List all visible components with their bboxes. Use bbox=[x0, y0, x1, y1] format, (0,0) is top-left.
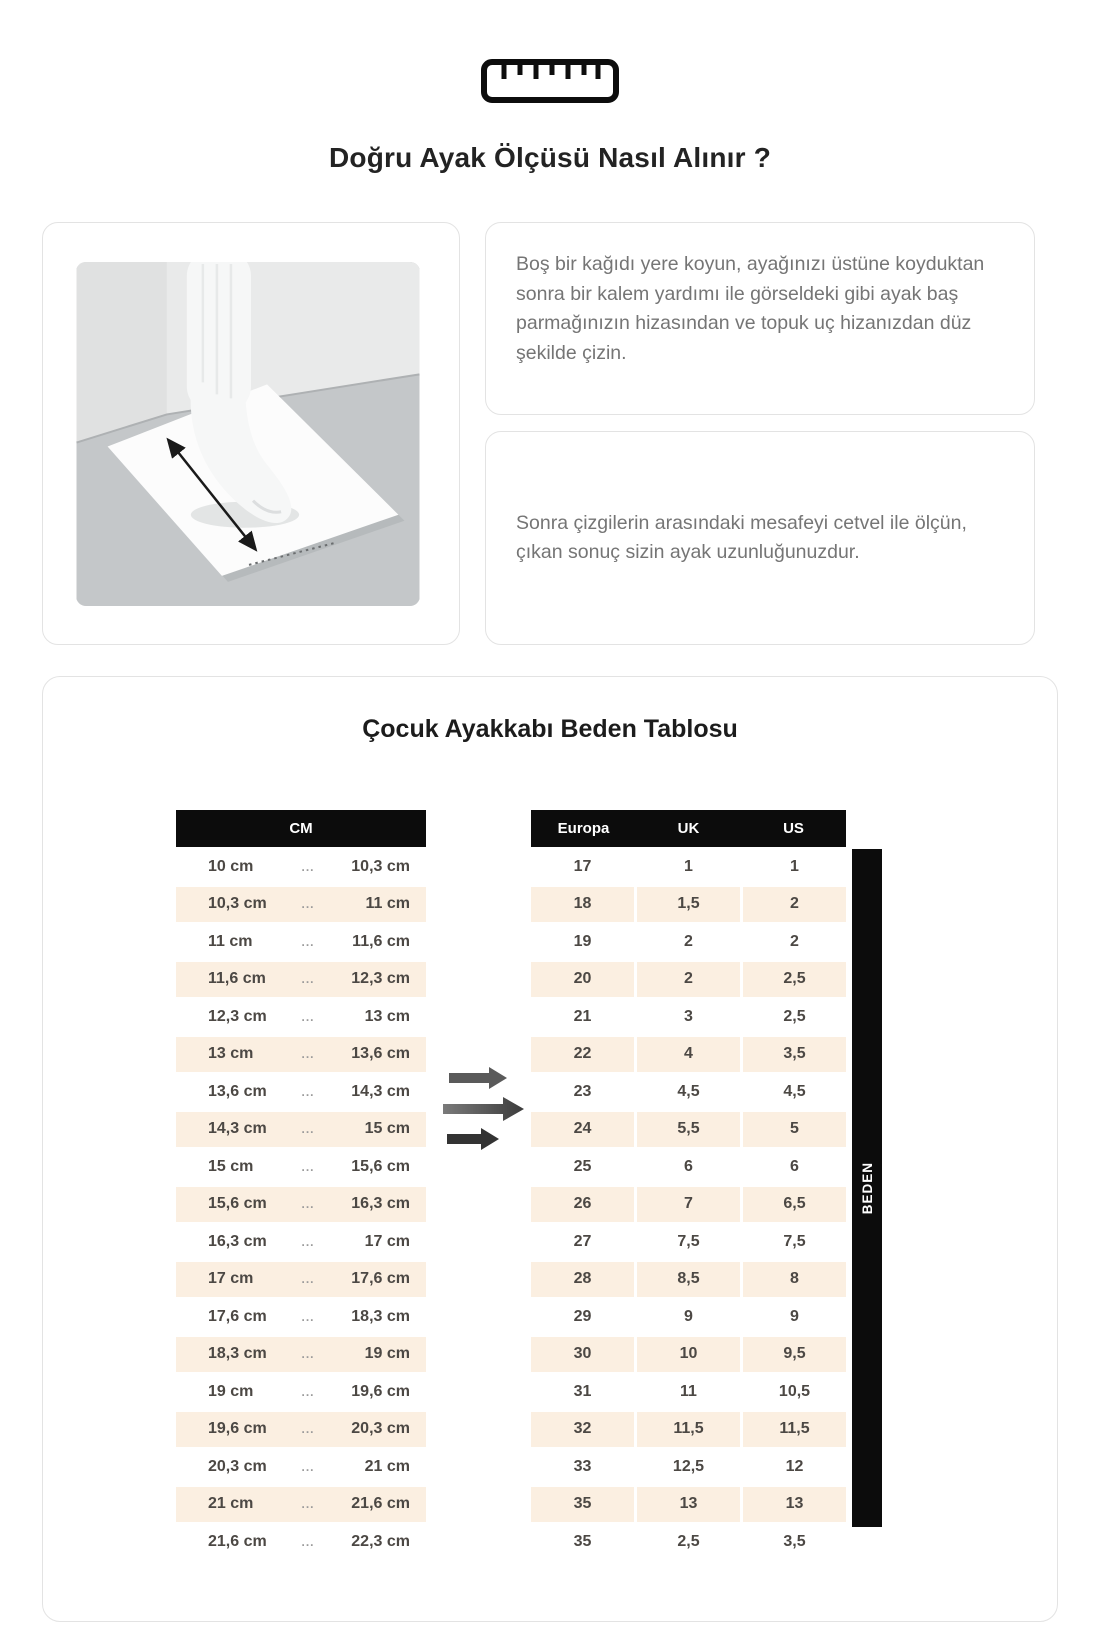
intl-table-row bbox=[531, 1449, 846, 1487]
uk-cell: 4 bbox=[637, 1037, 740, 1073]
us-cell: 2 bbox=[743, 924, 846, 960]
cm-to: 10,3 cm bbox=[351, 857, 410, 875]
cm-from: 19 cm bbox=[208, 1382, 254, 1400]
us-cell: 2,5 bbox=[743, 962, 846, 998]
uk-cell: 4,5 bbox=[637, 1074, 740, 1110]
us-cell: 6 bbox=[743, 1149, 846, 1185]
beden-side-label bbox=[852, 849, 882, 1527]
cm-sep: ... bbox=[301, 1084, 315, 1099]
column-header-uk: UK bbox=[677, 820, 700, 837]
cm-table-row bbox=[176, 1037, 426, 1075]
cm-to: 15,6 cm bbox=[351, 1157, 410, 1175]
cm-from: 17,6 cm bbox=[208, 1307, 267, 1325]
cm-to: 17,6 cm bbox=[351, 1270, 410, 1288]
cm-sep: ... bbox=[301, 1009, 315, 1024]
europa-cell: 30 bbox=[531, 1337, 634, 1373]
europa-cell: 27 bbox=[531, 1224, 634, 1260]
europa-cell: 28 bbox=[531, 1262, 634, 1298]
instruction-step-2-text: Sonra çizgilerin arasındaki mesafeyi cetvel ile ölçün, çıkan sonuç sizin ayak uzunluğunuzdur. bbox=[516, 511, 967, 563]
cm-table-row bbox=[176, 1337, 426, 1375]
europa-cell: 29 bbox=[531, 1299, 634, 1335]
intl-table-row bbox=[531, 1037, 846, 1075]
cm-table-row bbox=[176, 1262, 426, 1300]
europa-cell: 21 bbox=[531, 999, 634, 1035]
uk-cell: 3 bbox=[637, 999, 740, 1035]
cm-from: 15,6 cm bbox=[208, 1195, 267, 1213]
europa-cell: 18 bbox=[531, 887, 634, 923]
us-cell: 2,5 bbox=[743, 999, 846, 1035]
cm-table-rows bbox=[176, 849, 426, 1562]
foot-on-paper-image bbox=[76, 262, 420, 606]
cm-from: 13 cm bbox=[208, 1045, 254, 1063]
cm-sep: ... bbox=[301, 1309, 315, 1324]
intl-table-row bbox=[531, 924, 846, 962]
cm-from: 21,6 cm bbox=[208, 1532, 267, 1550]
cm-table-row bbox=[176, 1412, 426, 1450]
cm-to: 18,3 cm bbox=[351, 1307, 410, 1325]
cm-table bbox=[176, 810, 426, 1562]
uk-cell: 5,5 bbox=[637, 1112, 740, 1148]
uk-cell: 1,5 bbox=[637, 887, 740, 923]
arrow-right-icon bbox=[441, 1063, 533, 1155]
us-cell: 9,5 bbox=[743, 1337, 846, 1373]
cm-sep: ... bbox=[301, 1347, 315, 1362]
cm-from: 10,3 cm bbox=[208, 895, 267, 913]
cm-to: 12,3 cm bbox=[351, 970, 410, 988]
cm-from: 12,3 cm bbox=[208, 1007, 267, 1025]
uk-cell: 7 bbox=[637, 1187, 740, 1223]
cm-sep: ... bbox=[301, 1384, 315, 1399]
cm-table-row bbox=[176, 1524, 426, 1562]
intl-table-row bbox=[531, 1374, 846, 1412]
cm-from: 16,3 cm bbox=[208, 1232, 267, 1250]
cm-sep: ... bbox=[301, 1159, 315, 1174]
cm-from: 11 cm bbox=[208, 932, 253, 950]
uk-cell: 11 bbox=[637, 1374, 740, 1410]
us-cell: 3,5 bbox=[743, 1524, 846, 1560]
uk-cell: 6 bbox=[637, 1149, 740, 1185]
uk-cell: 8,5 bbox=[637, 1262, 740, 1298]
us-cell: 12 bbox=[743, 1449, 846, 1485]
us-cell: 7,5 bbox=[743, 1224, 846, 1260]
cm-from: 17 cm bbox=[208, 1270, 254, 1288]
ruler-icon bbox=[0, 58, 1100, 104]
intl-table-row bbox=[531, 849, 846, 887]
cm-sep: ... bbox=[301, 1422, 315, 1437]
cm-sep: ... bbox=[301, 1197, 315, 1212]
intl-table-row bbox=[531, 1149, 846, 1187]
instruction-step-1-text: Boş bir kağıdı yere koyun, ayağınızı üstüne koyduktan sonra bir kalem yardımı ile görseldeki gibi ayak baş parmağınızın hizasından ve topuk uç hizanızdan düz şekilde çizin. bbox=[516, 253, 985, 364]
cm-from: 19,6 cm bbox=[208, 1420, 267, 1438]
europa-cell: 19 bbox=[531, 924, 634, 960]
cm-sep: ... bbox=[301, 1047, 315, 1062]
uk-cell: 11,5 bbox=[637, 1412, 740, 1448]
cm-to: 19,6 cm bbox=[351, 1382, 410, 1400]
foot-measure-photo-card bbox=[42, 222, 460, 645]
cm-from: 14,3 cm bbox=[208, 1120, 267, 1138]
cm-table-row bbox=[176, 999, 426, 1037]
cm-table-row bbox=[176, 1149, 426, 1187]
cm-sep: ... bbox=[301, 1272, 315, 1287]
intl-table-rows bbox=[531, 849, 846, 1562]
beden-label-text: BEDEN bbox=[859, 1161, 875, 1215]
europa-cell: 31 bbox=[531, 1374, 634, 1410]
us-cell: 10,5 bbox=[743, 1374, 846, 1410]
cm-from: 15 cm bbox=[208, 1157, 254, 1175]
cm-sep: ... bbox=[301, 1534, 315, 1549]
europa-cell: 35 bbox=[531, 1524, 634, 1560]
cm-sep: ... bbox=[301, 859, 315, 874]
intl-table-row bbox=[531, 1074, 846, 1112]
cm-to: 19 cm bbox=[364, 1345, 410, 1363]
intl-table-row bbox=[531, 1262, 846, 1300]
uk-cell: 12,5 bbox=[637, 1449, 740, 1485]
us-cell: 2 bbox=[743, 887, 846, 923]
intl-table-row bbox=[531, 1224, 846, 1262]
intl-table-header bbox=[531, 810, 846, 847]
cm-to: 11 cm bbox=[365, 895, 410, 913]
intl-table-row bbox=[531, 1299, 846, 1337]
cm-to: 13 cm bbox=[364, 1007, 410, 1025]
cm-from: 18,3 cm bbox=[208, 1345, 267, 1363]
cm-to: 20,3 cm bbox=[351, 1420, 410, 1438]
us-cell: 1 bbox=[743, 849, 846, 885]
cm-table-row bbox=[176, 1299, 426, 1337]
cm-table-row bbox=[176, 1449, 426, 1487]
cm-to: 21 cm bbox=[364, 1457, 410, 1475]
uk-cell: 1 bbox=[637, 849, 740, 885]
cm-table-row bbox=[176, 962, 426, 1000]
cm-from: 10 cm bbox=[208, 857, 254, 875]
europa-cell: 17 bbox=[531, 849, 634, 885]
uk-cell: 2 bbox=[637, 962, 740, 998]
cm-to: 22,3 cm bbox=[351, 1532, 410, 1550]
cm-sep: ... bbox=[301, 934, 315, 949]
column-header-us: US bbox=[783, 820, 804, 837]
uk-cell: 2,5 bbox=[637, 1524, 740, 1560]
uk-cell: 7,5 bbox=[637, 1224, 740, 1260]
cm-sep: ... bbox=[301, 897, 315, 912]
cm-table-row bbox=[176, 1074, 426, 1112]
cm-sep: ... bbox=[301, 1234, 315, 1249]
uk-cell: 13 bbox=[637, 1487, 740, 1523]
europa-cell: 20 bbox=[531, 962, 634, 998]
cm-to: 11,6 cm bbox=[352, 932, 410, 950]
europa-cell: 35 bbox=[531, 1487, 634, 1523]
cm-from: 11,6 cm bbox=[208, 970, 266, 988]
size-table-title: Çocuk Ayakkabı Beden Tablosu bbox=[362, 715, 738, 743]
intl-table-row bbox=[531, 1112, 846, 1150]
cm-sep: ... bbox=[301, 1497, 315, 1512]
europa-cell: 26 bbox=[531, 1187, 634, 1223]
cm-sep: ... bbox=[301, 1459, 315, 1474]
cm-to: 16,3 cm bbox=[351, 1195, 410, 1213]
us-cell: 3,5 bbox=[743, 1037, 846, 1073]
intl-table-row bbox=[531, 1524, 846, 1562]
intl-table-row bbox=[531, 887, 846, 925]
us-cell: 5 bbox=[743, 1112, 846, 1148]
cm-table-header: CM bbox=[176, 810, 426, 847]
cm-table-row bbox=[176, 849, 426, 887]
cm-from: 21 cm bbox=[208, 1495, 254, 1513]
europa-cell: 25 bbox=[531, 1149, 634, 1185]
uk-cell: 2 bbox=[637, 924, 740, 960]
cm-sep: ... bbox=[301, 1122, 315, 1137]
cm-to: 14,3 cm bbox=[351, 1082, 410, 1100]
intl-table-row bbox=[531, 999, 846, 1037]
page-title: Doğru Ayak Ölçüsü Nasıl Alınır ? bbox=[328, 142, 772, 173]
europa-cell: 33 bbox=[531, 1449, 634, 1485]
europa-cell: 32 bbox=[531, 1412, 634, 1448]
cm-to: 13,6 cm bbox=[351, 1045, 410, 1063]
intl-table-row bbox=[531, 1487, 846, 1525]
uk-cell: 10 bbox=[637, 1337, 740, 1373]
intl-table-row bbox=[531, 1337, 846, 1375]
instruction-step-1 bbox=[485, 222, 1035, 415]
us-cell: 9 bbox=[743, 1299, 846, 1335]
cm-table-row bbox=[176, 1187, 426, 1225]
cm-table-row bbox=[176, 1224, 426, 1262]
cm-to: 21,6 cm bbox=[351, 1495, 410, 1513]
europa-cell: 22 bbox=[531, 1037, 634, 1073]
europa-cell: 24 bbox=[531, 1112, 634, 1148]
us-cell: 11,5 bbox=[743, 1412, 846, 1448]
cm-table-row bbox=[176, 1374, 426, 1412]
cm-to: 17 cm bbox=[364, 1232, 410, 1250]
instruction-step-2 bbox=[485, 431, 1035, 645]
us-cell: 8 bbox=[743, 1262, 846, 1298]
cm-from: 13,6 cm bbox=[208, 1082, 267, 1100]
cm-table-row bbox=[176, 1112, 426, 1150]
cm-table-row bbox=[176, 1487, 426, 1525]
us-cell: 6,5 bbox=[743, 1187, 846, 1223]
cm-from: 20,3 cm bbox=[208, 1457, 267, 1475]
size-table-section bbox=[42, 676, 1058, 1622]
intl-table-row bbox=[531, 1412, 846, 1450]
cm-table-row bbox=[176, 887, 426, 925]
international-size-table bbox=[531, 810, 846, 1562]
europa-cell: 23 bbox=[531, 1074, 634, 1110]
intl-table-row bbox=[531, 962, 846, 1000]
column-header-europa: Europa bbox=[557, 820, 610, 837]
cm-table-row bbox=[176, 924, 426, 962]
cm-to: 15 cm bbox=[364, 1120, 410, 1138]
us-cell: 4,5 bbox=[743, 1074, 846, 1110]
cm-sep: ... bbox=[301, 972, 315, 987]
intl-table-row bbox=[531, 1187, 846, 1225]
us-cell: 13 bbox=[743, 1487, 846, 1523]
uk-cell: 9 bbox=[637, 1299, 740, 1335]
